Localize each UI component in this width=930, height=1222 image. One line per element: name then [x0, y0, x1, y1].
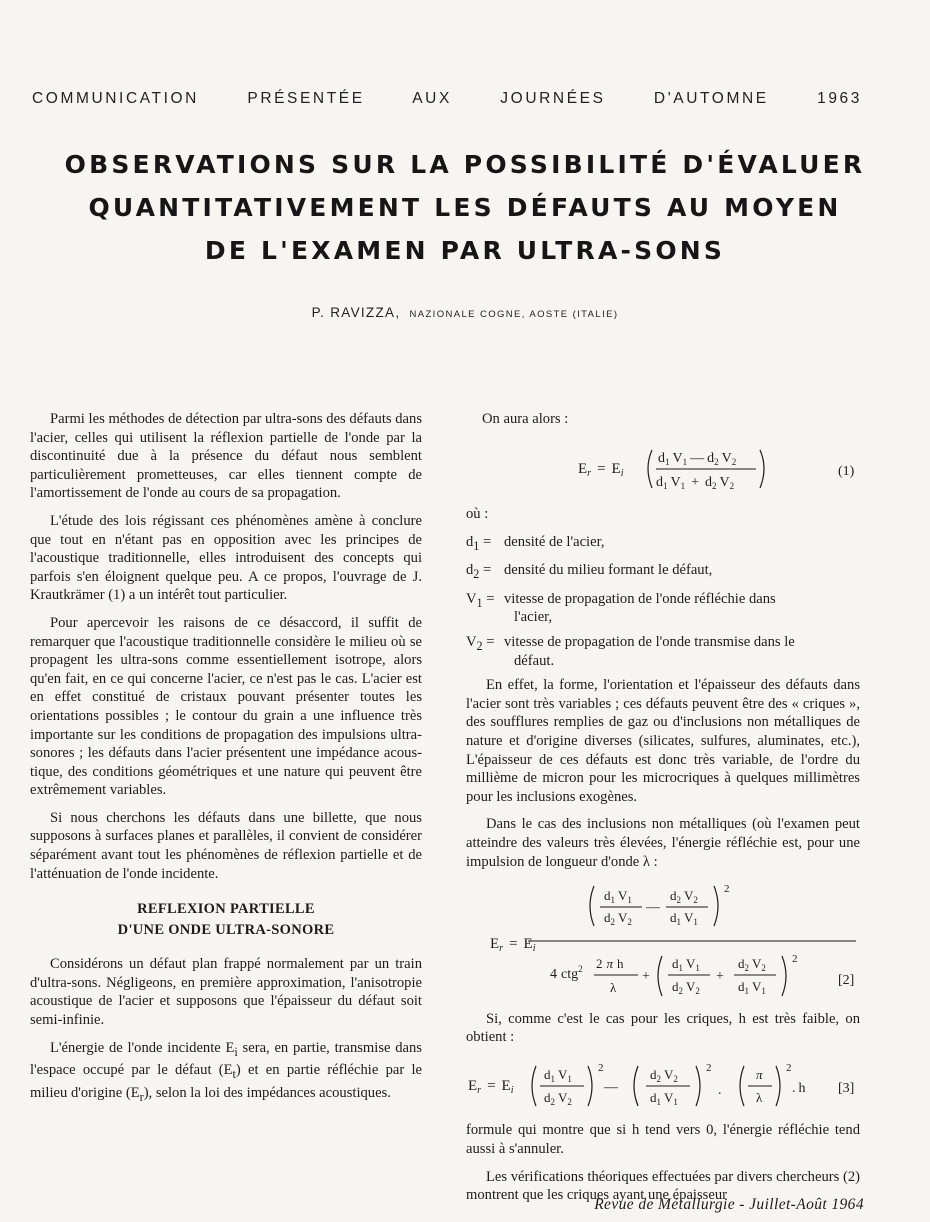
frac-num: 2 π h [596, 956, 624, 972]
frac-den: λ [610, 980, 617, 996]
definition-symbol: $V_2$ = [466, 633, 495, 653]
author-affiliation: NAZIONALE COGNE, AOSTE (ITALIE) [409, 309, 619, 320]
paragraph: Les vérifications théoriques effectuées par divers chercheurs (2) montrent que les criques ayant une épaisseur [466, 1168, 860, 1204]
paragraph: Considérons un défaut plan frappé normalement par un train d'ultra-sons. Négligeons, en première approximation, l'anisotropie acoustique de l'acier et supposons que l'épaisseur du défaut soit semi-infinie. [30, 956, 422, 1029]
paper-title [40, 143, 890, 272]
frac-num: $d_1$ $V_1$ [544, 1066, 572, 1084]
frac-den: $d_1$ $V_1$ [650, 1089, 678, 1107]
text-run: sera, en partie, transmise dans l'espace occupé par le défaut (E [30, 1039, 422, 1079]
author-name: P. RAVIZZA, [311, 305, 401, 320]
frac-num: π [756, 1066, 763, 1082]
definition-text: vitesse de propagation de l'onde transmise dans le défaut. [504, 633, 795, 669]
section-heading-line-2: D'UNE ONDE ULTRA-SONORE [117, 922, 335, 939]
definition-text: densité de l'acier, [504, 533, 605, 550]
frac-den: λ [756, 1089, 763, 1105]
minus-sign: — [646, 900, 660, 916]
text-run: L'énergie de l'onde incidente E [50, 1039, 235, 1056]
journal-footer: Revue de Métallurgie - Juillet-Août 1964 [594, 1196, 864, 1213]
right-paren [696, 1066, 700, 1106]
definition-item [466, 633, 860, 670]
paragraph: où : [466, 506, 489, 523]
equation-1 [466, 438, 860, 502]
left-paren [658, 956, 662, 996]
exponent: 2 [786, 1061, 792, 1074]
left-column [30, 410, 422, 1115]
eq1-denominator: $d_1$ $V_1 + d_2$ $V_2$ [656, 474, 735, 491]
frac-den: $d_1$ $V_1$ [738, 979, 766, 997]
plus-sign: + [642, 969, 650, 985]
exponent: 2 [706, 1061, 712, 1074]
equation-2-svg [466, 880, 860, 1000]
equation-number: [3] [838, 1080, 855, 1096]
frac-den: $d_2$ $V_2$ [544, 1089, 572, 1107]
definition-symbol: $d_2$ = [466, 562, 492, 582]
equation-2 [466, 880, 860, 1006]
right-column [466, 410, 860, 1214]
equation-3-svg [466, 1056, 860, 1112]
plus-sign: + [716, 969, 724, 985]
equation-3 [466, 1056, 860, 1118]
text-run: ) et en partie réfléchie par le milieu d'origine (E [30, 1062, 422, 1101]
right-paren [714, 886, 718, 926]
paragraph: Si nous cherchons les défauts dans une billette, que nous supposons à surfaces planes et parallèles, il convient de considérer séparément avant tout les phénomènes de réflexion partielle et de l'atténuation de l'onde incidente. [30, 809, 422, 882]
author-line [0, 305, 930, 320]
definition-symbol: $V_1$ = [466, 590, 495, 610]
definition-item [466, 561, 860, 584]
equation-number: (1) [838, 463, 855, 479]
right-paren [760, 450, 764, 488]
left-paren [590, 886, 594, 926]
title-line-2: QUANTITATIVEMENT LES DÉFAUTS AU MOYEN [88, 193, 842, 222]
definition-item [466, 590, 860, 627]
paragraph: Si, comme c'est le cas pour les criques, h est très faible, on obtient : [466, 1010, 860, 1046]
definitions-list [466, 533, 860, 670]
frac-num: $d_1$ $V_1$ [672, 956, 700, 974]
paragraph: Pour apercevoir les raisons de ce désaccord, il suffit de remarquer que l'acoustique traditionnelle considère le milieu où se propagent les ultra-sons comme essentiellement isotrope, alors qu'en fait, en ce qui concerne l'acier, ce n'est pas le cas. L'acier est en effet constitué de cristaux pouvant présenter toutes les orientations possibles ; le contour du grain a une influence très importante sur les conditions de propagation des impulsions ultra-sonores ; les défauts dans l'acier présentent une impédance acoustique, des conditions géométriques et une nature qui peuvent être extrêmement variables. [30, 614, 422, 799]
equation-number: [2] [838, 973, 855, 989]
paragraph [30, 1039, 422, 1107]
frac-num: $d_2$ $V_2$ [670, 888, 698, 906]
left-paren [532, 1066, 536, 1106]
paragraph: L'étude des lois régissant ces phénomènes amène à conclure que tout en n'étant pas en opposition avec les principes de l'acoustique traditionnelle, elles introduisent des concepts qui parfois s'en éloignent quelque peu. A ce propos, l'ouvrage de J. Krautkrämer (1) a un intérêt tout particulier. [30, 512, 422, 604]
paragraph: Parmi les méthodes de détection par ultra-sons des défauts dans l'acier, celles qui utilisent la réflexion partielle de l'onde par la discontinuité due à la présence du défaut nous semblent particulièrement prometteuses, car elles tiennent compte de l'amortissement de l'onde au cours de sa propagation. [30, 411, 422, 502]
eq-lhs: $E_r = E_i$ [468, 1077, 514, 1096]
eq-lhs: $E_r = E_i$ [578, 460, 624, 479]
dot-operator: . [718, 1082, 722, 1098]
definition-symbol: $d_1$ = [466, 533, 492, 553]
eq2-ctg: 4 ctg$^2$ [550, 964, 583, 983]
right-paren [782, 956, 786, 996]
definition-item [466, 533, 860, 556]
subscript: r [139, 1089, 144, 1104]
title-line-1: OBSERVATIONS SUR LA POSSIBILITÉ D'ÉVALUER [64, 150, 866, 179]
frac-den: $d_1$ $V_1$ [670, 910, 698, 928]
running-header: COMMUNICATION PRÉSENTÉE AUX JOURNÉES D'AUTOMNE 1963 [32, 90, 862, 107]
paragraph: Dans le cas des inclusions non métalliques (où l'examen peut atteindre des valeurs très élevées, l'énergie réfléchie est, pour une impulsion de longueur d'onde λ : [466, 816, 860, 870]
minus-sign: — [604, 1079, 618, 1095]
section-heading-line-1: REFLEXION PARTIELLE [137, 901, 315, 918]
paragraph: En effet, la forme, l'orientation et l'épaisseur des défauts dans l'acier sont très variables ; ces défauts peuvent être des « criques », des soufflures remplies de gaz ou d'inclusions non métalliques de nature et d'origine diverses (silicates, sulfures, aluminates, etc.), L'épaisseur de ces défauts est donc très variable, de l'ordre du millième de micron pour les microcriques à quelques millimètres pour les inclusions exogènes. [466, 677, 860, 805]
subscript: i [234, 1044, 238, 1059]
eq3-h: . h [792, 1080, 806, 1096]
frac-num: $d_2$ $V_2$ [650, 1066, 678, 1084]
paragraph: formule qui montre que si h tend vers 0, l'énergie réfléchie tend aussi à s'annuler. [466, 1122, 860, 1158]
exponent: 2 [792, 953, 798, 966]
paragraph: On aura alors : [482, 411, 569, 427]
left-paren [634, 1066, 638, 1106]
equation-1-svg [466, 438, 860, 496]
eq1-numerator: $d_1$ $V_1$ — $d_2$ $V_2$ [658, 450, 737, 467]
left-paren [740, 1066, 744, 1106]
right-paren [776, 1066, 780, 1106]
right-paren [588, 1066, 592, 1106]
exponent: 2 [598, 1061, 604, 1074]
text-run: ), selon la loi des impédances acoustiques. [143, 1084, 391, 1101]
subscript: t [232, 1067, 236, 1082]
definition-text: densité du milieu formant le défaut, [504, 562, 713, 579]
definition-text: vitesse de propagation de l'onde réfléchie dans l'acier, [504, 590, 776, 626]
frac-den: $d_2$ $V_2$ [604, 910, 632, 928]
exponent: 2 [724, 883, 730, 896]
eq-lhs: $E_r = E_i$ [490, 936, 536, 955]
left-paren [648, 450, 652, 488]
frac-num: $d_1$ $V_1$ [604, 888, 632, 906]
frac-den: $d_2$ $V_2$ [672, 979, 700, 997]
frac-num: $d_2$ $V_2$ [738, 956, 766, 974]
title-line-3: DE L'EXAMEN PAR ULTRA-SONS [204, 236, 726, 265]
section-heading [30, 899, 422, 941]
